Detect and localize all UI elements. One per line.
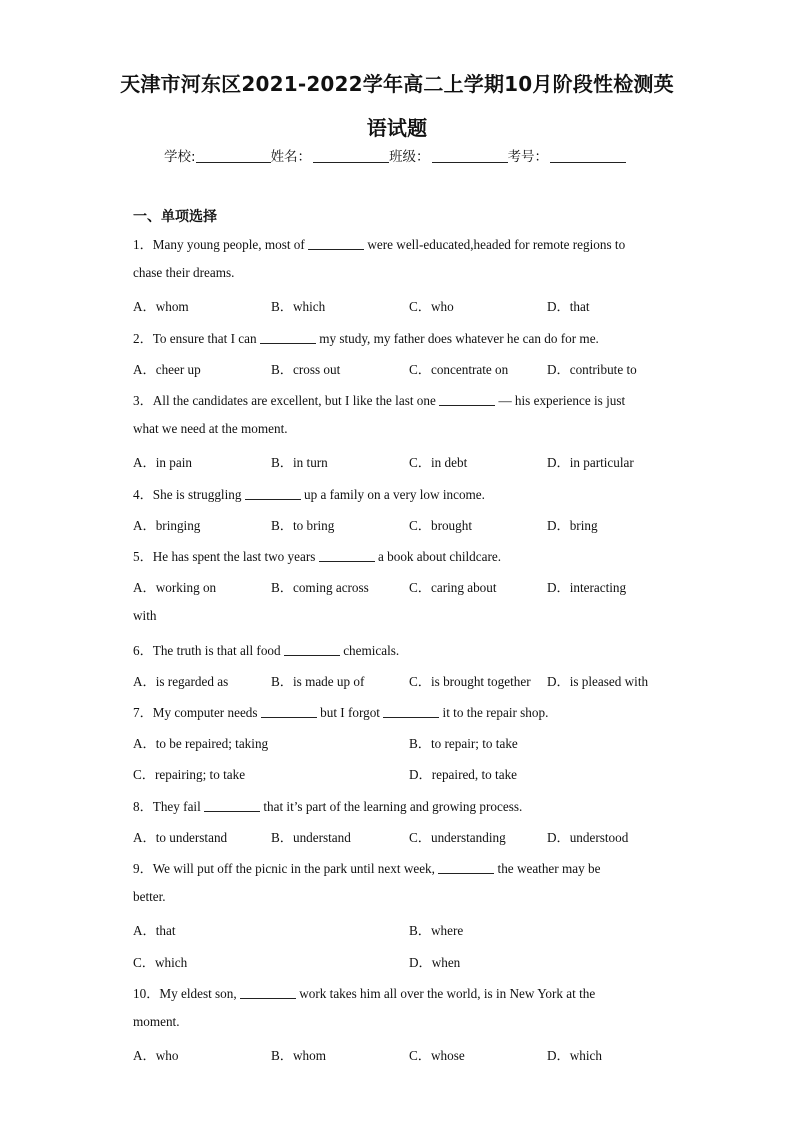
q9-option-b[interactable]: B．where xyxy=(409,923,464,938)
q6-option-a[interactable]: A．is regarded as xyxy=(133,674,229,689)
q10-option-a[interactable]: A．who xyxy=(133,1048,179,1063)
answer-blank xyxy=(245,487,301,500)
question-1-stem-cont: chase their dreams. xyxy=(133,265,235,280)
q1-option-b[interactable]: B．which xyxy=(271,299,326,314)
q9-option-a[interactable]: A．that xyxy=(133,923,176,938)
q10-option-c[interactable]: C．whose xyxy=(409,1048,465,1063)
q7-option-d[interactable]: D．repaired, to take xyxy=(409,767,518,782)
question-3-stem: 3．All the candidates are excellent, but I like the last one — his experience is just xyxy=(133,393,626,408)
q1-option-d[interactable]: D．that xyxy=(547,299,590,314)
answer-blank xyxy=(439,393,495,406)
answer-blank xyxy=(438,861,494,874)
exam-title-line-1: 天津市河东区2021-2022学年高二上学期10月阶段性检测英 xyxy=(120,72,674,96)
q1-option-a[interactable]: A．whom xyxy=(133,299,189,314)
school-blank[interactable] xyxy=(196,148,271,163)
q2-option-a[interactable]: A．cheer up xyxy=(133,362,201,377)
answer-blank xyxy=(308,237,364,250)
question-1-stem: 1．Many young people, most of were well-educated,headed for remote regions to xyxy=(133,237,626,252)
number-label: 考号： xyxy=(507,149,549,165)
q8-option-a[interactable]: A．to understand xyxy=(133,830,228,845)
q2-option-d[interactable]: D．contribute to xyxy=(547,362,637,377)
q5-option-c[interactable]: C．caring about xyxy=(409,580,497,595)
answer-blank xyxy=(240,986,296,999)
name-label: 姓名： xyxy=(270,149,312,165)
exam-title-line-2: 语试题 xyxy=(366,116,428,140)
q8-option-b[interactable]: B．understand xyxy=(271,830,351,845)
q8-option-d[interactable]: D．understood xyxy=(547,830,629,845)
q6-option-c[interactable]: C．is brought together xyxy=(409,674,531,689)
q3-option-a[interactable]: A．in pain xyxy=(133,455,192,470)
question-2-stem: 2．To ensure that I can my study, my father does whatever he can do for me. xyxy=(133,331,599,346)
q4-option-a[interactable]: A．bringing xyxy=(133,518,201,533)
q7-option-c[interactable]: C．repairing; to take xyxy=(133,767,246,782)
question-10-stem: 10．My eldest son, work takes him all over the world, is in New York at the xyxy=(133,986,596,1001)
answer-blank xyxy=(261,705,317,718)
q2-option-c[interactable]: C．concentrate on xyxy=(409,362,509,377)
q2-option-b[interactable]: B．cross out xyxy=(271,362,341,377)
q6-option-b[interactable]: B．is made up of xyxy=(271,674,365,689)
question-10-stem-cont: moment. xyxy=(133,1014,180,1029)
q8-option-c[interactable]: C．understanding xyxy=(409,830,506,845)
section-title: 一、单项选择 xyxy=(133,209,217,225)
q9-option-c[interactable]: C．which xyxy=(133,955,188,970)
q7-option-a[interactable]: A．to be repaired; taking xyxy=(133,736,269,751)
q5-option-d[interactable]: D．interacting xyxy=(547,580,627,595)
question-3-stem-cont: what we need at the moment. xyxy=(133,421,288,436)
class-blank[interactable] xyxy=(432,148,508,163)
question-6-stem: 6．The truth is that all food chemicals. xyxy=(133,643,400,658)
answer-blank xyxy=(284,643,340,656)
q6-option-d[interactable]: D．is pleased with xyxy=(547,674,649,689)
q7-option-b[interactable]: B．to repair; to take xyxy=(409,736,518,751)
number-blank[interactable] xyxy=(550,148,626,163)
q5-option-d-wrap[interactable]: with xyxy=(133,608,157,623)
answer-blank xyxy=(319,549,375,562)
question-8-stem: 8．They fail that it’s part of the learning and growing process. xyxy=(133,799,523,814)
q3-option-b[interactable]: B．in turn xyxy=(271,455,328,470)
q3-option-c[interactable]: C．in debt xyxy=(409,455,468,470)
answer-blank xyxy=(204,799,260,812)
q3-option-d[interactable]: D．in particular xyxy=(547,455,634,470)
q5-option-a[interactable]: A．working on xyxy=(133,580,217,595)
q4-option-b[interactable]: B．to bring xyxy=(271,518,335,533)
q9-option-d[interactable]: D．when xyxy=(409,955,461,970)
name-blank[interactable] xyxy=(313,148,389,163)
answer-blank xyxy=(383,705,439,718)
question-7-stem: 7．My computer needs but I forgot it to the repair shop. xyxy=(133,705,549,720)
q4-option-d[interactable]: D．bring xyxy=(547,518,598,533)
q4-option-c[interactable]: C．brought xyxy=(409,518,473,533)
q10-option-d[interactable]: D．which xyxy=(547,1048,602,1063)
question-5-stem: 5．He has spent the last two years a book about childcare. xyxy=(133,549,502,564)
q5-option-b[interactable]: B．coming across xyxy=(271,580,369,595)
question-9-stem-cont: better. xyxy=(133,889,166,904)
class-label: 班级： xyxy=(389,149,430,165)
question-4-stem: 4．She is struggling up a family on a very low income. xyxy=(133,487,485,502)
q1-option-c[interactable]: C．who xyxy=(409,299,454,314)
student-info-fields xyxy=(164,145,626,165)
answer-blank xyxy=(260,331,316,344)
q10-option-b[interactable]: B．whom xyxy=(271,1048,326,1063)
question-9-stem: 9．We will put off the picnic in the park until next week, the weather may be xyxy=(133,861,601,876)
school-label: 学校: xyxy=(164,149,196,165)
